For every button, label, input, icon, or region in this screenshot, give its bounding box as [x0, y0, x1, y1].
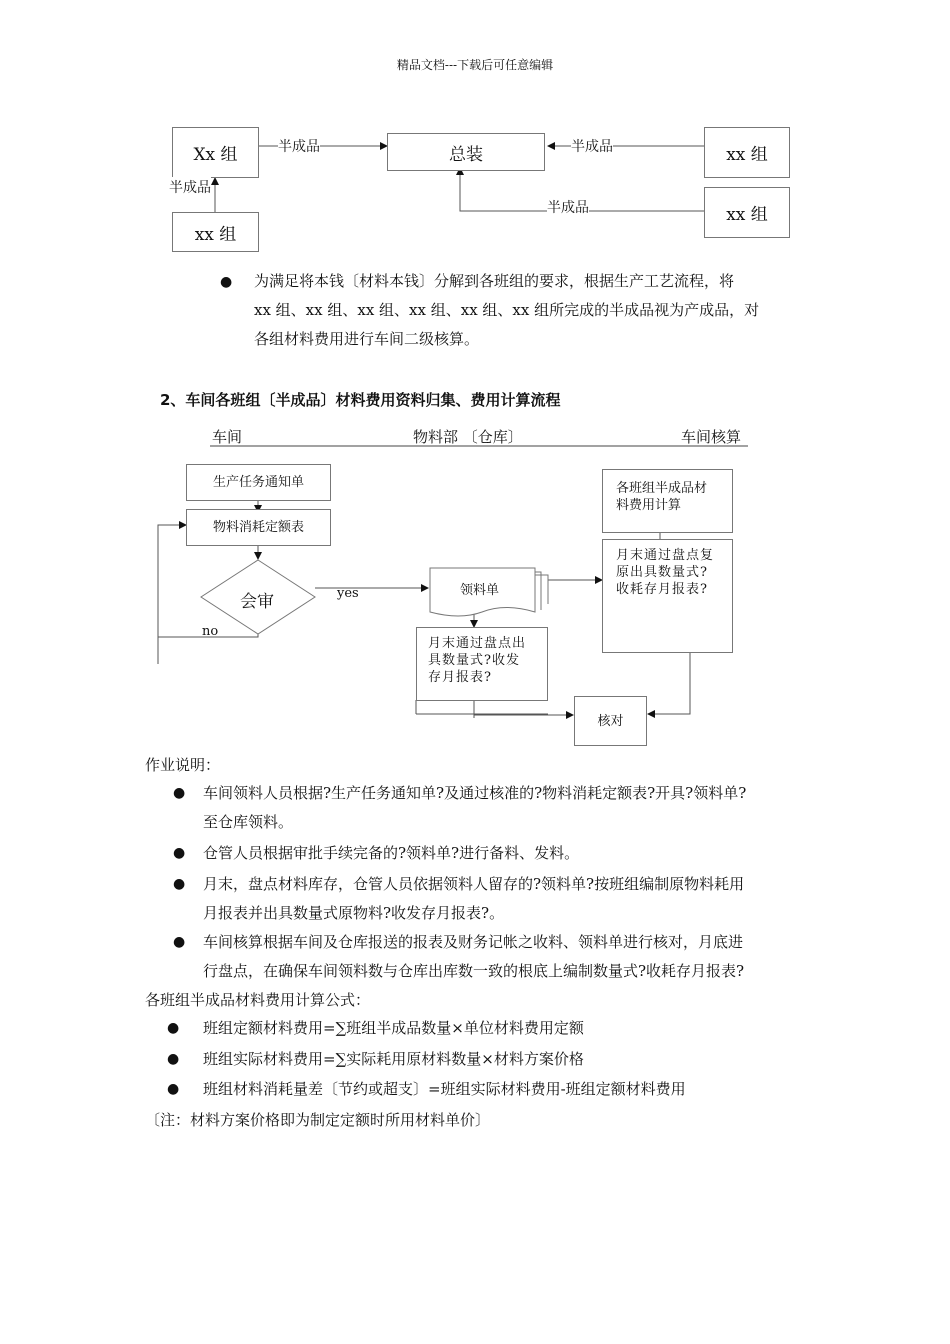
bullet-icon: ●	[167, 1051, 180, 1067]
bullet-icon: ●	[173, 934, 186, 950]
no-label: no	[202, 624, 219, 639]
assembly-box: 总装	[387, 133, 545, 171]
section-heading: 2、车间各班组〔半成品〕材料费用资料归集、费用计算流程	[160, 391, 561, 409]
quota-table-box: 物料消耗定额表	[186, 509, 331, 546]
instruction-line: 仓管人员根据审批手续完备的?领料单?进行备料、发料。	[203, 844, 580, 862]
group-box-bottom-left: xx 组	[172, 212, 259, 252]
swimlane-workshop: 车间	[212, 428, 243, 446]
page-header: 精品文档---下载后可任意编辑	[396, 58, 554, 72]
formula-line: 班组实际材料费用=∑实际耗用原材料数量×材料方案价格	[203, 1050, 584, 1068]
bullet-icon: ●	[220, 274, 233, 290]
verify-box: 核对	[574, 696, 647, 746]
intro-line: xx 组、xx 组、xx 组、xx 组、xx 组、xx 组所完成的半成品视为产成品，对	[254, 301, 760, 319]
note: 〔注：材料方案价格即为制定定额时所用材料单价〕	[145, 1111, 491, 1129]
team-calc-box: 各班组半成品材 料费用计算	[602, 469, 733, 533]
formula-title: 各班组半成品材料费用计算公式：	[145, 991, 371, 1009]
bullet-icon: ●	[167, 1020, 180, 1036]
bullet-icon: ●	[173, 785, 186, 801]
group-box-top-right: xx 组	[704, 127, 790, 178]
instruction-line: 月报表并出具数量式原物料?收发存月报表?。	[203, 904, 505, 922]
instruction-line: 行盘点，在确保车间领料数与仓库出库数一致的根底上编制数量式?收耗存月报表?	[203, 962, 745, 980]
restore-report-box: 月末通过盘点复 原出具数量式? 收耗存月报表?	[602, 539, 733, 653]
formula-line: 班组材料消耗量差〔节约或超支〕=班组实际材料费用-班组定额材料费用	[203, 1080, 686, 1098]
instruction-line: 至仓库领料。	[203, 813, 294, 831]
group-box-bottom-right: xx 组	[704, 187, 790, 238]
requisition-label: 领料单	[460, 583, 500, 598]
bullet-icon: ●	[173, 876, 186, 892]
warehouse-report-box: 月末通过盘点出 具数量式?收发 存月报表?	[416, 627, 548, 701]
arrow-label: 半成品	[278, 136, 320, 156]
intro-line: 为满足将本钱〔材料本钱〕分解到各班组的要求，根据生产工艺流程，将	[254, 272, 735, 290]
task-notice-box: 生产任务通知单	[186, 464, 331, 501]
arrow-label: 半成品	[169, 177, 211, 197]
arrow-label: 半成品	[547, 197, 589, 217]
intro-line: 各组材料费用进行车间二级核算。	[254, 330, 480, 348]
bullet-icon: ●	[173, 845, 186, 861]
instruction-line: 车间核算根据车间及仓库报送的报表及财务记帐之收料、领料单进行核对，月底进	[203, 933, 744, 951]
review-label: 会审	[240, 592, 274, 612]
group-box-top-left: Xx 组	[172, 127, 259, 178]
swimlane-accounting: 车间核算	[681, 428, 742, 446]
yes-label: yes	[337, 586, 359, 601]
instruction-line: 车间领料人员根据?生产任务通知单?及通过核准的?物料消耗定额表?开具?领料单?	[203, 784, 747, 802]
instruction-line: 月末，盘点材料库存，仓管人员依据领料人留存的?领料单?按班组编制原物料耗用	[203, 875, 745, 893]
formula-line: 班组定额材料费用=∑班组半成品数量×单位材料费用定额	[203, 1019, 584, 1037]
instructions-title: 作业说明：	[145, 756, 221, 774]
bullet-icon: ●	[167, 1081, 180, 1097]
swimlane-warehouse: 物料部 〔仓库〕	[413, 428, 523, 446]
arrow-label: 半成品	[571, 136, 613, 156]
